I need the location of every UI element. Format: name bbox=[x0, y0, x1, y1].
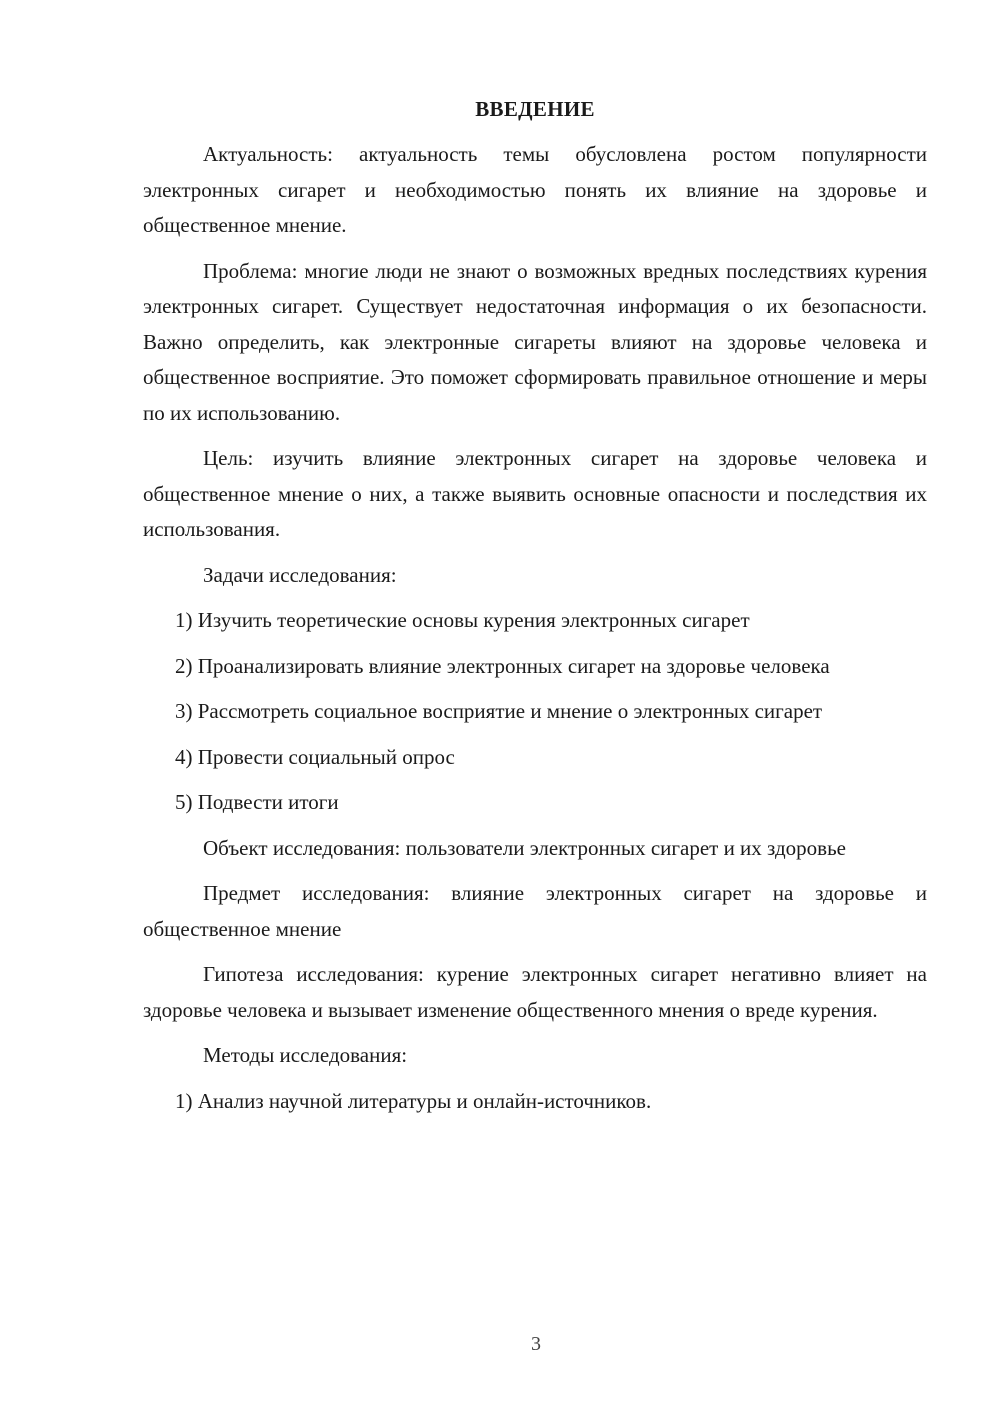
methods-heading: Методы исследования: bbox=[203, 1043, 408, 1067]
paragraph-goal: Цель: изучить влияние электронных сигарет на здоровье человека и общественное мнение о них, а также выявить основные опасности и последствия их использования. bbox=[143, 446, 927, 541]
paragraph-problem: Проблема: многие люди не знают о возможных вредных последствиях курения электронных сигарет. Существует недостаточная информация о их безопасности. Важно определить, как электронные сигареты влияют на здоровье человека и общественное восприятие. Это поможет сформировать правильное отношение и меры по их использованию. bbox=[143, 258, 927, 425]
task-item-5: 5) Подвести итоги bbox=[175, 790, 339, 814]
page-number: 3 bbox=[531, 1333, 541, 1355]
paragraph-object: Объект исследования: пользователи электронных сигарет и их здоровье bbox=[203, 835, 846, 860]
task-item-1: 1) Изучить теоретические основы курения электронных сигарет bbox=[175, 608, 750, 632]
document-page bbox=[143, 94, 927, 1129]
method-item-1: 1) Анализ научной литературы и онлайн-источников. bbox=[175, 1088, 652, 1113]
paragraph-subject: Предмет исследования: влияние электронных сигарет на здоровье и общественное мнение bbox=[143, 881, 927, 941]
task-item-2: 2) Проанализировать влияние электронных сигарет на здоровье человека bbox=[175, 653, 830, 678]
task-item-4: 4) Провести социальный опрос bbox=[175, 744, 455, 769]
tasks-heading: Задачи исследования: bbox=[203, 562, 397, 587]
paragraph-relevance: Актуальность: актуальность темы обусловлена ростом популярности электронных сигарет и необходимостью понять их влияние на здоровье и общественное мнение. bbox=[143, 142, 927, 237]
paragraph-hypothesis: Гипотеза исследования: курение электронных сигарет негативно влияет на здоровье человека и вызывает изменение общественного мнения о вреде курения. bbox=[143, 962, 927, 1022]
task-item-3: 3) Рассмотреть социальное восприятие и мнение о электронных сигарет bbox=[175, 699, 823, 723]
document-title: ВВЕДЕНИЕ bbox=[475, 97, 595, 121]
